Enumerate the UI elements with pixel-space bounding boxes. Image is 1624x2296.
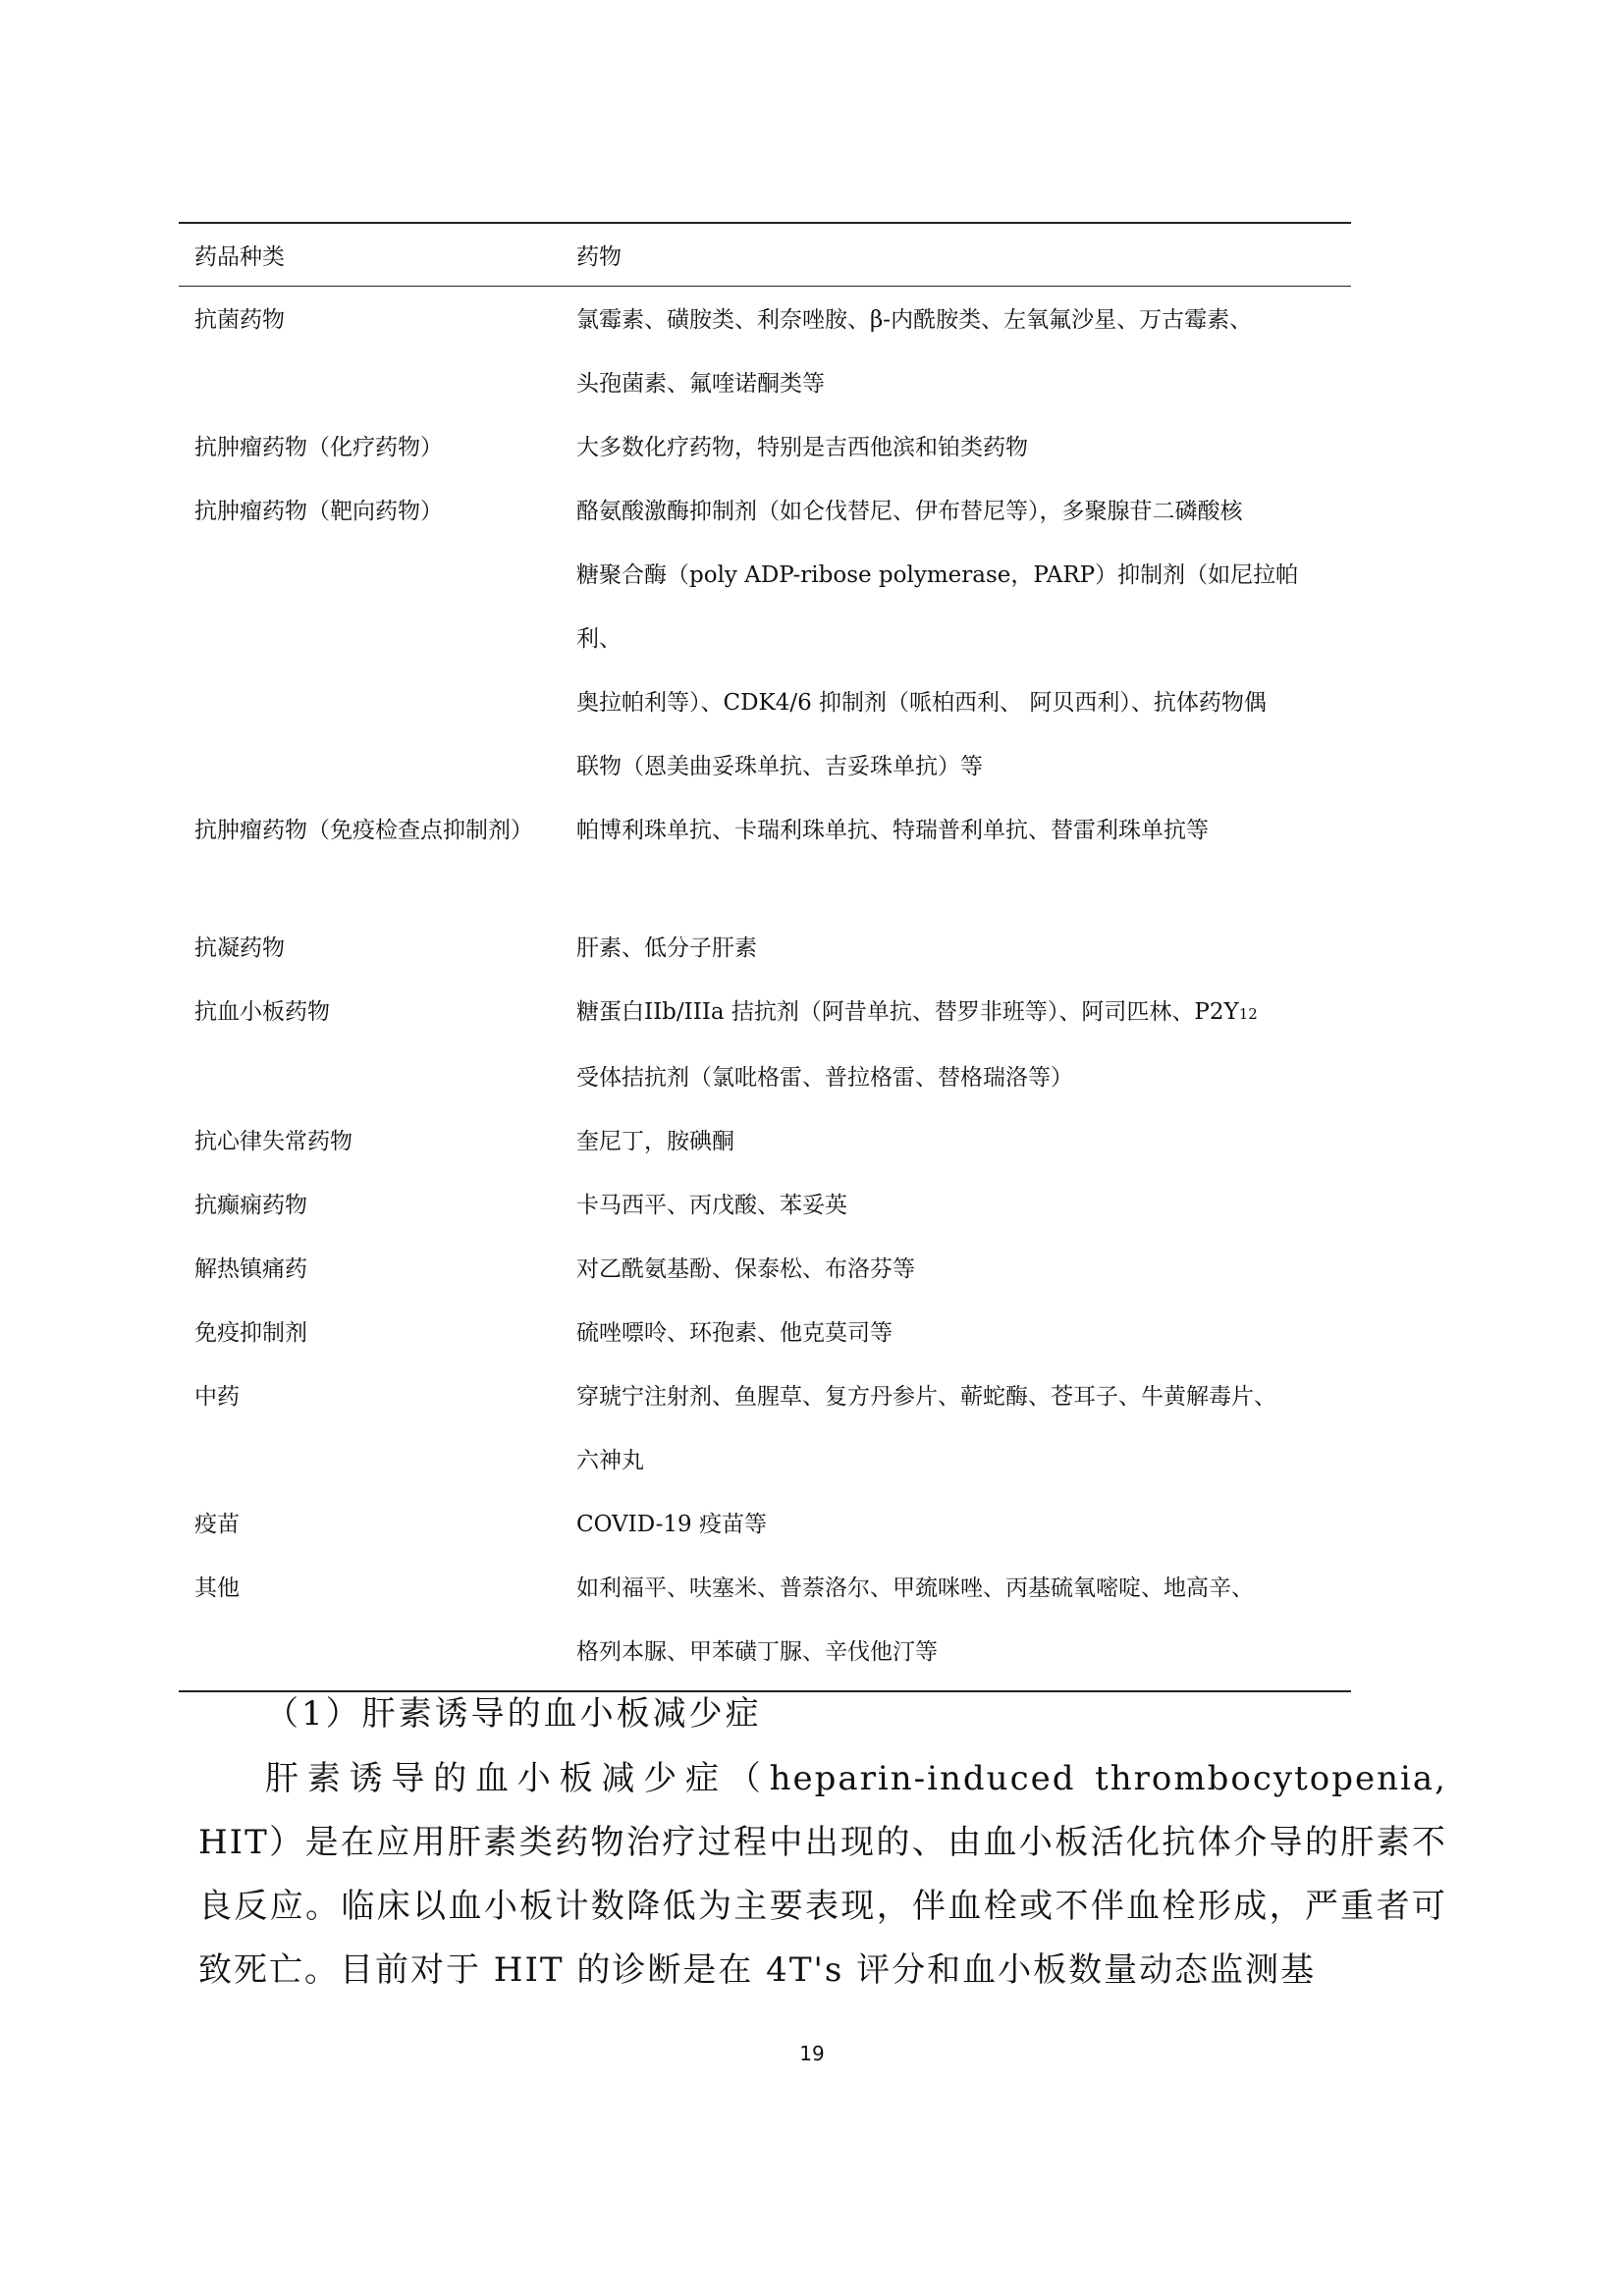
section-heading: （1）肝素诱导的血小板减少症 [265, 1694, 762, 1734]
table-row [179, 1302, 1351, 1365]
row-category: 其他 [194, 1575, 240, 1601]
table-row [179, 1174, 1351, 1238]
row-drugs: 大多数化疗药物，特别是吉西他滨和铂类药物 [576, 435, 1028, 460]
table-row [179, 1493, 1351, 1557]
row-drugs: 对乙酰氨基酚、保泰松、布洛芬等 [576, 1256, 915, 1282]
row-category: 抗凝药物 [194, 935, 285, 961]
row-drugs: 帕博利珠单抗、卡瑞利珠单抗、特瑞普利单抗、替雷利珠单抗等 [576, 818, 1209, 843]
table-row [179, 289, 1351, 416]
table-row [179, 1238, 1351, 1302]
section-paragraph: 肝素诱导的血小板减少症（heparin-induced thrombocytopenia, HIT）是在应用肝素类药物治疗过程中出现的、由血小板活化抗体介导的肝素不良反应。临床以血小板计数降低为主要表现，伴血栓或不伴血栓形成，严重者可致死亡。目前对于 HIT 的诊断是在 4T's 评分和血小板数量动态监测基 [198, 1759, 1447, 1990]
row-drugs: 硫唑嘌呤、环孢素、他克莫司等 [576, 1320, 893, 1346]
table-row [179, 416, 1351, 480]
row-category: 抗肿瘤药物（靶向药物） [194, 499, 443, 524]
table-row [179, 981, 1351, 1110]
row-drugs: 酪氨酸激酶抑制剂（如仑伐替尼、伊布替尼等），多聚腺苷二磷酸核 糖聚合酶（poly ADP-ribose polymerase，PARP）抑制剂（如尼拉帕利、 奥拉帕利等）、CDK4/6 抑制剂（哌柏西利、 阿贝西利）、抗体药物偶 联物（恩美曲妥珠单抗、吉妥珠单抗）等 [576, 499, 1299, 779]
table-header-row [179, 224, 1351, 287]
row-drugs-text-cont: 受体拮抗剂（氯吡格雷、普拉格雷、替格瑞洛等） [576, 1065, 1073, 1091]
subscript-12: 12 [1238, 1005, 1258, 1023]
header-drugs: 药物 [576, 244, 622, 270]
row-category: 抗血小板药物 [194, 999, 330, 1025]
row-category: 疫苗 [194, 1512, 240, 1537]
row-category: 解热镇痛药 [194, 1256, 307, 1282]
table-row [179, 1557, 1351, 1684]
table-row [179, 1110, 1351, 1174]
drug-table [179, 222, 1351, 1692]
row-drugs-text: 糖蛋白IIb/IIIa 拮抗剂（阿昔单抗、替罗非班等）、阿司匹林、P2Y [576, 999, 1239, 1025]
row-category: 抗肿瘤药物（免疫检查点抑制剂） [194, 818, 533, 843]
row-drugs [576, 981, 1351, 1110]
row-drugs: 卡马西平、丙戊酸、苯妥英 [576, 1193, 847, 1218]
row-category: 免疫抑制剂 [194, 1320, 307, 1346]
row-drugs: COVID-19 疫苗等 [576, 1512, 767, 1537]
row-category: 抗菌药物 [194, 307, 285, 333]
row-category: 抗肿瘤药物（化疗药物） [194, 435, 443, 460]
row-drugs: 肝素、低分子肝素 [576, 935, 757, 961]
row-drugs: 如利福平、呋塞米、普萘洛尔、甲巯咪唑、丙基硫氧嘧啶、地高辛、 格列本脲、甲苯磺丁脲、辛伐他汀等 [576, 1575, 1254, 1665]
row-drugs: 穿琥宁注射剂、鱼腥草、复方丹参片、蕲蛇酶、苍耳子、牛黄解毒片、 六神丸 [576, 1384, 1276, 1473]
table-row [179, 480, 1351, 799]
page-number: 19 [799, 2042, 825, 2065]
row-drugs: 氯霉素、磺胺类、利奈唑胺、β-内酰胺类、左氧氟沙星、万古霉素、 头孢菌素、氟喹诺酮类等 [576, 307, 1253, 397]
table-body [179, 287, 1351, 1690]
row-category: 中药 [194, 1384, 240, 1410]
table-row [179, 1365, 1351, 1493]
row-category: 抗心律失常药物 [194, 1129, 352, 1154]
table-row [179, 799, 1351, 917]
header-category: 药品种类 [194, 244, 285, 270]
row-drugs: 奎尼丁，胺碘酮 [576, 1129, 734, 1154]
row-category: 抗癫痫药物 [194, 1193, 307, 1218]
table-row [179, 917, 1351, 981]
